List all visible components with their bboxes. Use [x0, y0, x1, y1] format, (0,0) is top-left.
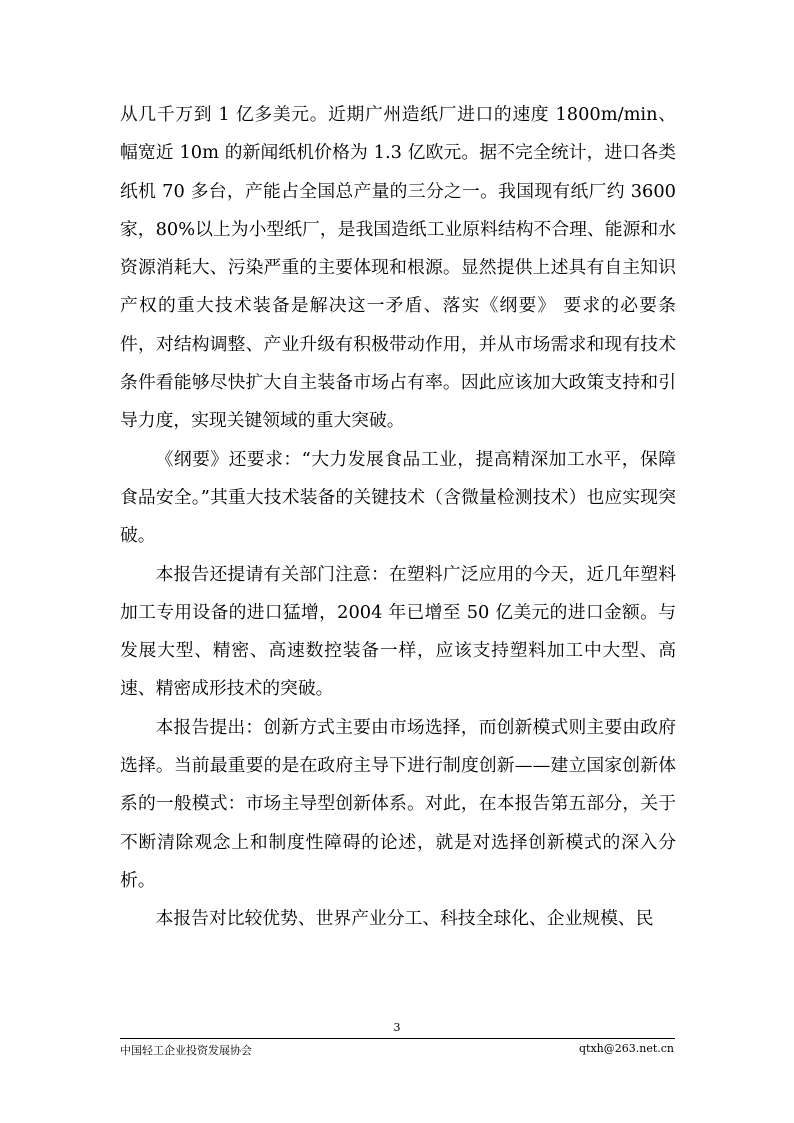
footer-divider: [120, 1038, 675, 1039]
page-number: 3: [393, 1021, 401, 1034]
body-text: [120, 96, 676, 939]
footer-email: qtxh@263.net.cn: [579, 1042, 674, 1055]
footer-organization: 中国轻工企业投资发展协会: [120, 1044, 252, 1057]
paragraph-3: 本报告还提请有关部门注意：在塑料广泛应用的今天，近几年塑料加工专用设备的进口猛增，2004 年已增至 50 亿美元的进口金额。与发展大型、精密、高速数控装备一样，应该支持塑料加工中大型、高速、精密成形技术的突破。: [120, 563, 676, 700]
paragraph-1: 从几千万到 1 亿多美元。近期广州造纸厂进口的速度 1800m/min、幅宽近 10m 的新闻纸机价格为 1.3 亿欧元。据不完全统计，进口各类纸机 70 多台，产能占全国总产量的三分之一。我国现有纸厂约 3600 家，80%以上为小型纸厂，是我国造纸工业原料结构不合理、能源和水资源消耗大、污染严重的主要体现和根源。显然提供上述具有自主知识产权的重大技术装备是解决这一矛盾、落实《纲要》 要求的必要条件，对结构调整、产业升级有积极带动作用，并从市场需求和现有技术条件看能够尽快扩大自主装备市场占有率。因此应该加大政策支持和引导力度，实现关键领域的重大突破。: [120, 104, 676, 432]
paragraph-4: 本报告提出：创新方式主要由市场选择，而创新模式则主要由政府选择。当前最重要的是在政府主导下进行制度创新——建立国家创新体系的一般模式：市场主导型创新体系。对此，在本报告第五部分，关于不断清除观念上和制度性障碍的论述，就是对选择创新模式的深入分析。: [120, 716, 676, 891]
paragraph-2: 《纲要》还要求：“大力发展食品工业，提高精深加工水平，保障食品安全。”其重大技术装备的关键技术（含微量检测技术）也应实现突破。: [120, 448, 676, 547]
paragraph-5: 本报告对比较优势、世界产业分工、科技全球化、企业规模、民: [155, 908, 654, 930]
